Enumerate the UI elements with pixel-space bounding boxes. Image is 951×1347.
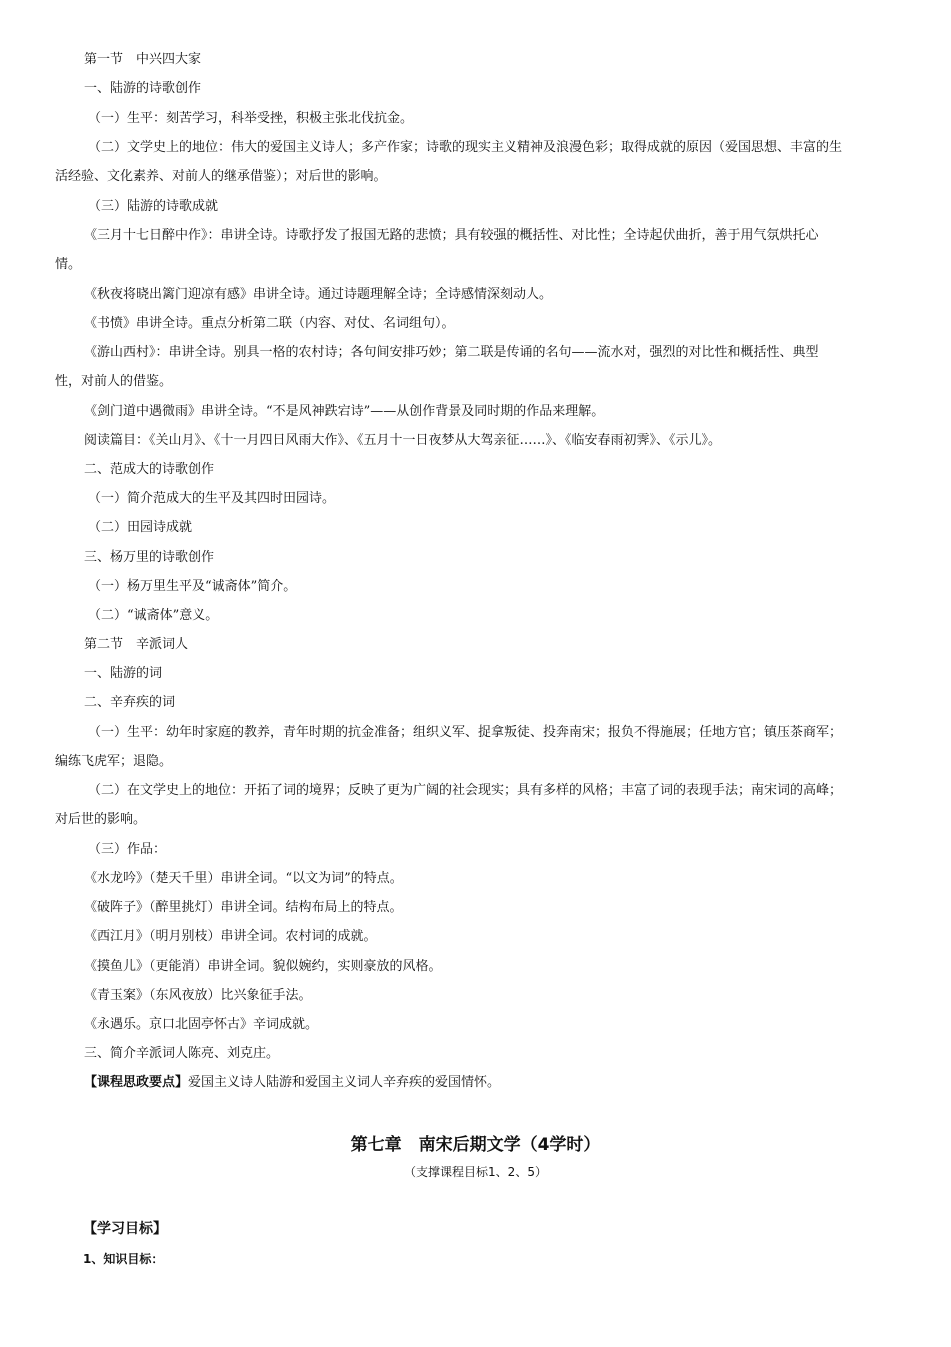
ideological-points-label: 【课程思政要点】 (84, 1075, 189, 1090)
fan-chengda-item-2: （二）田园诗成就 (88, 520, 193, 535)
ci-3: 《西江月》（明月别枝）串讲全词。农村词的成就。 (84, 929, 377, 944)
chapter-7-title: 第七章 南宋后期文学（4学时） (350, 1135, 601, 1155)
lu-you-ci-heading: 一、陆游的词 (84, 666, 163, 681)
lu-you-status-line-2: 活经验、文化素养、对前人的继承借鉴）；对后世的影响。 (55, 169, 387, 184)
ci-4: 《摸鱼儿》（更能消）串讲全词。貌似婉约，实则豪放的风格。 (84, 959, 442, 974)
poem-4-line-2: 性，对前人的借鉴。 (55, 374, 173, 389)
xin-qiji-status-line-1: （二）在文学史上的地位：开拓了词的境界；反映了更为广阔的社会现实；具有多样的风格；丰富了词的表现手法；南宋词的高峰； (88, 783, 843, 798)
ci-1: 《水龙吟》（楚天千里）串讲全词。“以文为词”的特点。 (84, 871, 403, 886)
reading-list: 阅读篇目：《关山月》、《十一月四日风雨大作》、《五月十一日夜梦从大驾亲征……》、《临安春雨初霁》、《示儿》。 (84, 433, 722, 448)
lu-you-life: （一）生平：刻苦学习，科举受挫，积极主张北伐抗金。 (88, 111, 414, 126)
xin-qiji-life-line-1: （一）生平：幼年时家庭的教养，青年时期的抗金准备；组织义军、捉拿叛徒、投奔南宋；报负不得施展；任地方官；镇压茶商军； (88, 725, 843, 740)
learning-objectives-heading: 【学习目标】 (83, 1221, 167, 1237)
poem-1-line-1: 《三月十七日醉中作》：串讲全诗。诗歌抒发了报国无路的悲愤；具有较强的概括性、对比性；全诗起伏曲折，善于用气氛烘托心 (84, 228, 819, 243)
section-2-title: 第二节 辛派词人 (84, 637, 189, 652)
poem-2: 《秋夜将晓出篱门迎凉有感》串讲全诗。通过诗题理解全诗；全诗感情深刻动人。 (84, 287, 553, 302)
ci-5: 《青玉案》（东风夜放）比兴象征手法。 (84, 988, 312, 1003)
ideological-points-text: 爱国主义诗人陆游和爱国主义词人辛弃疾的爱国情怀。 (188, 1075, 501, 1090)
ci-6: 《永遇乐。京口北固亭怀古》辛词成就。 (84, 1017, 319, 1032)
ideological-points (84, 1074, 500, 1092)
yang-wanli-item-2: （二）“诚斋体”意义。 (88, 608, 219, 623)
poem-5: 《剑门道中遇微雨》串讲全诗。“不是风神跌宕诗”——从创作背景及同时期的作品来理解。 (84, 404, 605, 419)
knowledge-objective: 1、知识目标： (83, 1252, 164, 1266)
section-1-title: 第一节 中兴四大家 (84, 52, 202, 67)
lu-you-status-line-1: （二）文学史上的地位：伟大的爱国主义诗人；多产作家；诗歌的现实主义精神及浪漫色彩；取得成就的原因（爱国思想、丰富的生 (88, 140, 843, 155)
chapter-7-subtitle: （支撑课程目标1、2、5） (404, 1165, 547, 1179)
poem-3: 《书愤》串讲全诗。重点分析第二联（内容、对仗、名词组句）。 (84, 316, 455, 331)
xin-qiji-works-heading: （三）作品： (88, 842, 167, 857)
ci-2: 《破阵子》（醉里挑灯）串讲全词。结构布局上的特点。 (84, 900, 403, 915)
fan-chengda-item-1: （一）简介范成大的生平及其四时田园诗。 (88, 491, 336, 506)
poem-4-line-1: 《游山西村》：串讲全诗。别具一格的农村诗；各句间安排巧妙；第二联是传诵的名句——流水对，强烈的对比性和概括性、典型 (84, 345, 819, 360)
fan-chengda-heading: 二、范成大的诗歌创作 (84, 462, 215, 477)
poem-1-line-2: 情。 (55, 257, 82, 272)
lu-you-poetry-heading: 一、陆游的诗歌创作 (84, 81, 202, 96)
xin-qiji-heading: 二、辛弃疾的词 (84, 695, 176, 710)
xin-school-poets: 三、简介辛派词人陈亮、刘克庄。 (84, 1046, 280, 1061)
xin-qiji-life-line-2: 编练飞虎军；退隐。 (55, 754, 173, 769)
lu-you-achievement-heading: （三）陆游的诗歌成就 (88, 199, 219, 214)
yang-wanli-heading: 三、杨万里的诗歌创作 (84, 550, 215, 565)
xin-qiji-status-line-2: 对后世的影响。 (55, 812, 147, 827)
yang-wanli-item-1: （一）杨万里生平及“诚斋体”简介。 (88, 579, 297, 594)
